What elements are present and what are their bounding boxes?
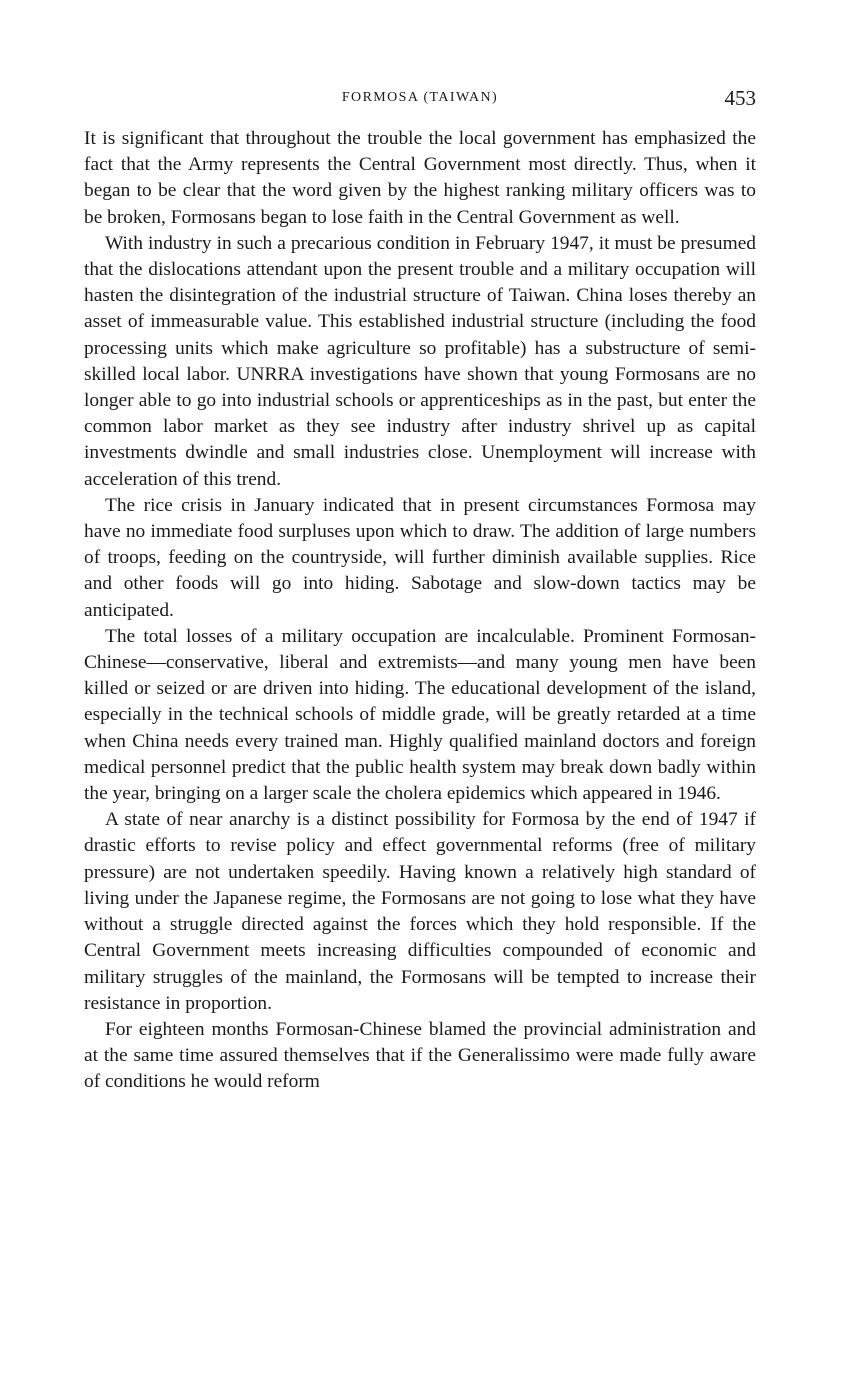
paragraph: The total losses of a military occupation are incalculable. Prominent Formosan-Chinese—conservative, liberal and extremists—and many young men have been killed or seized or are driven into hiding. The educational development of the island, especially in the technical schools of middle grade, will be greatly retarded at a time when China needs every trained man. Highly qualified mainland doctors and foreign medical personnel predict that the public health system may break down badly within the year, bringing on a larger scale the cholera epidemics which appeared in 1946. bbox=[84, 625, 756, 805]
running-title: FORMOSA (TAIWAN) bbox=[341, 90, 499, 105]
body-text bbox=[84, 126, 756, 1096]
paragraph: The rice crisis in January indicated that in present circumstances Formosa may have no immediate food surpluses upon which to draw. The addition of large numbers of troops, feeding on the countryside, will further diminish available supplies. Rice and other foods will go into hiding. Sabotage and slow-down tactics may be anticipated. bbox=[84, 494, 756, 621]
running-head bbox=[84, 86, 756, 110]
paragraph: For eighteen months Formosan-Chinese blamed the provincial administration and at the same time assured themselves that if the Generalissimo were made fully aware of conditions he would reform bbox=[84, 1018, 756, 1093]
page-number: 453 bbox=[724, 86, 756, 110]
paragraph: With industry in such a precarious condition in February 1947, it must be presumed that the dislocations attendant upon the present trouble and a military occupation will hasten the disintegration of the industrial structure of Taiwan. China loses thereby an asset of immeasurable value. This established industrial structure (including the food processing units which make agriculture so profitable) has a substructure of semi-skilled local labor. UNRRA investigations have shown that young Formosans are no longer able to go into industrial schools or apprenticeships as in the past, but enter the common labor market as they see industry after industry shrivel up as capital investments dwindle and small industries close. Unemployment will increase with acceleration of this trend. bbox=[84, 232, 756, 490]
paragraph: A state of near anarchy is a distinct possibility for Formosa by the end of 1947 if drastic efforts to revise policy and effect governmental reforms (free of military pressure) are not undertaken speedily. Having known a relatively high standard of living under the Japanese regime, the Formosans are not going to lose what they have without a struggle directed against the forces which they hold responsible. If the Central Government meets increasing difficulties compounded of economic and military struggles of the mainland, the Formosans will be tempted to increase their resistance in proportion. bbox=[84, 809, 756, 1014]
paragraph: It is significant that throughout the trouble the local government has emphasized the fact that the Army represents the Central Government most directly. Thus, when it began to be clear that the word given by the highest ranking military officers was to be broken, Formosans began to lose faith in the Central Government as well. bbox=[84, 128, 756, 228]
